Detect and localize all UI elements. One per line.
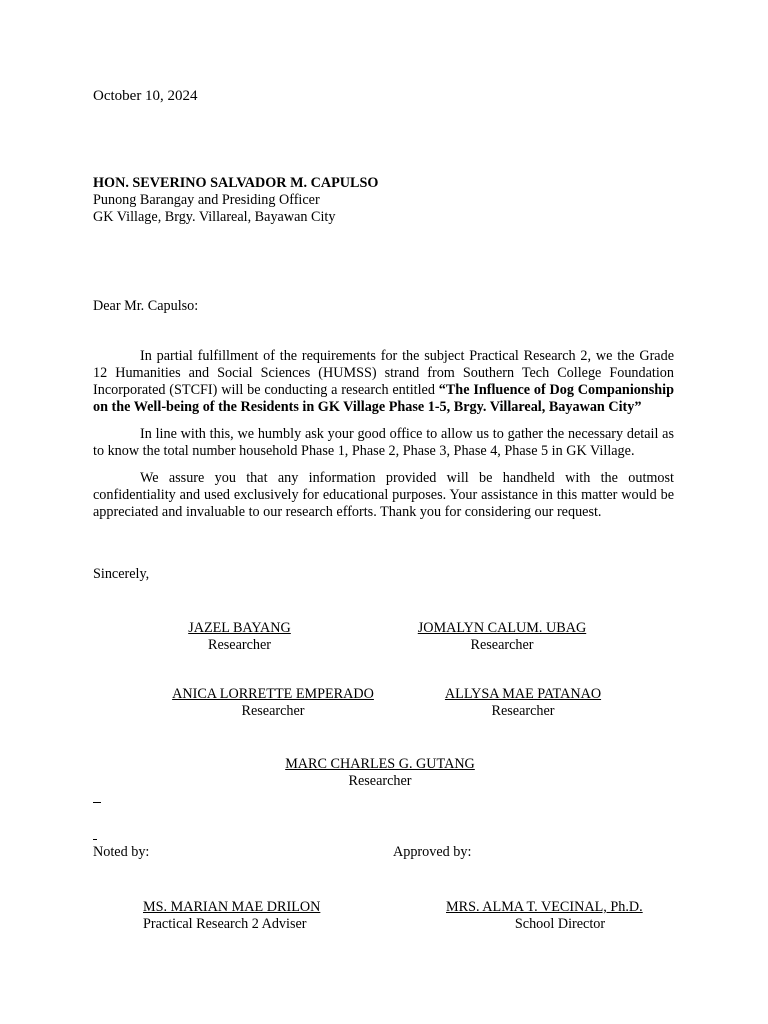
signature-researcher-1 [186,620,293,654]
noted-by-label: Noted by: [93,844,150,860]
signatory-name: JOMALYN CALUM. UBAG [417,620,587,636]
paragraph-1 [93,348,674,416]
paragraph-2: In line with this, we humbly ask your good office to allow us to gather the necessary detail as to know the total number household Phase 1, Phase 2, Phase 3, Phase 4, Phase 5 in GK Village. [93,426,674,459]
signatory-name: ANICA LORRETTE EMPERADO [172,686,374,702]
signatory-name: ALLYSA MAE PATANAO [444,686,602,702]
signatory-role: Researcher [348,773,412,789]
signatory-name: MARC CHARLES G. GUTANG [285,756,475,772]
signatory-role: School Director [514,916,606,932]
paragraph-1-text: In partial fulfillment of the requirements for the subject Practical Research 2, we the Grade 12 Humanities and Social Sciences (HUMSS) strand from Southern Tech College Foundation Incorporated (STCFI) will be conducting a research entitled [93,348,674,398]
signature-adviser [143,899,320,933]
paragraph-3: We assure you that any information provided will be handheld with the outmost confidentiality and used exclusively for educational purposes. Your assistance in this matter would be appreciated and invaluable to our research efforts. Thank you for considering our request. [93,470,674,520]
recipient-title: Punong Barangay and Presiding Officer [93,192,320,208]
signature-director [446,899,674,933]
closing: Sincerely, [93,566,150,582]
recipient-name: HON. SEVERINO SALVADOR M. CAPULSO [93,175,379,191]
recipient-block [93,175,378,226]
signatory-name: JAZEL BAYANG [188,620,291,636]
underline-mark [93,839,97,840]
signatory-name: MS. MARIAN MAE DRILON [143,899,321,915]
letter-body [93,348,674,531]
underline-mark [93,802,101,803]
signature-researcher-4 [442,686,604,720]
research-title: “The Influence of Dog Companionship on the Well-being of the Residents in GK Village Phase 1-5, Brgy. Villareal, Bayawan City” [93,382,674,415]
approved-by-label: Approved by: [393,844,472,860]
recipient-address: GK Village, Brgy. Villareal, Bayawan City [93,209,336,225]
signatory-role: Researcher [491,703,555,719]
signatory-role: Researcher [207,637,271,653]
signatory-role: Researcher [241,703,305,719]
letter-date: October 10, 2024 [93,88,198,104]
signatory-name: MRS. ALMA T. VECINAL, Ph.D. [446,899,643,915]
signature-researcher-5 [285,756,475,790]
signatory-role: Researcher [470,637,534,653]
signatory-role: Practical Research 2 Adviser [143,916,307,932]
signature-researcher-3 [163,686,383,720]
salutation: Dear Mr. Capulso: [93,298,199,314]
signature-researcher-2 [417,620,587,654]
